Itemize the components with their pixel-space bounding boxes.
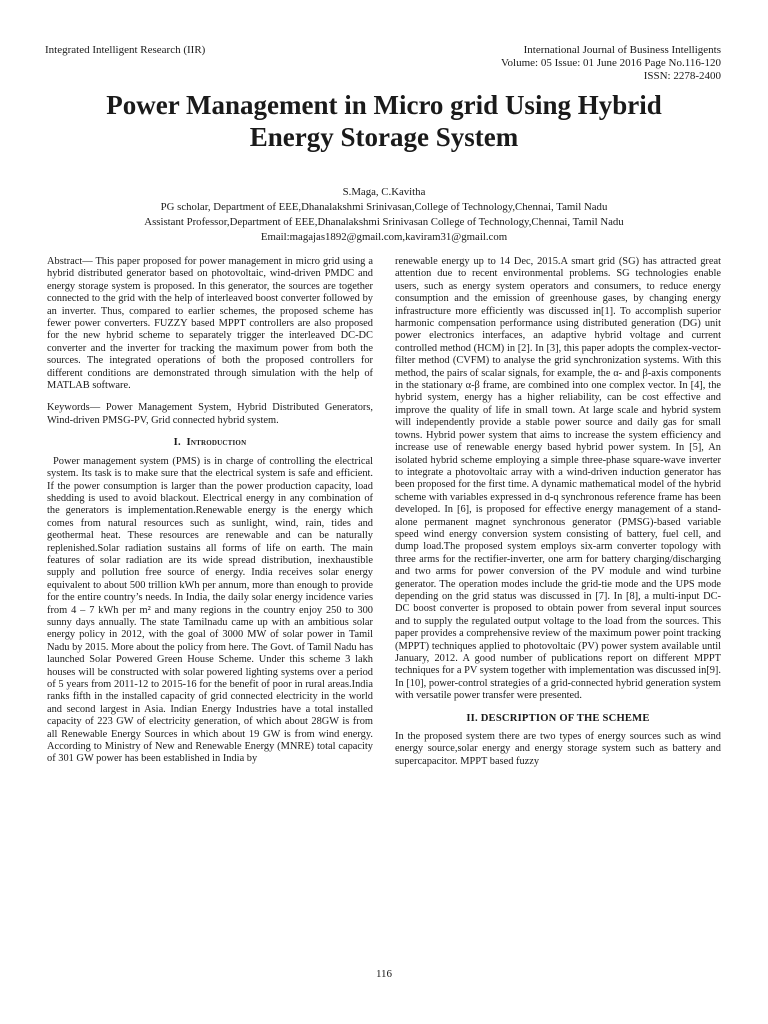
affiliation-1: PG scholar, Department of EEE,Dhanalakshmi Srinivasan,College of Technology,Chennai, Tamil Nadu [160,201,608,213]
journal-name: International Journal of Business Intelligents [523,44,721,56]
journal-volume: Volume: 05 Issue: 01 June 2016 Page No.116-120 [501,57,721,69]
literature-review-text: renewable energy up to 14 Dec, 2015.A smart grid (SG) has attracted great attention due to recent environmental problems. SG technologies enable users, such as energy system operators and consumers, to reduce energy consumption and the emission of greenhouse gases, by changing energy infrastructure more efficiently was discussed in[1]. To accomplish superior harmonic compensation performance using distributed generation (DG) unit power electronics interfaces, an adaptive hybrid voltage and current controlled method (HCM) in [2]. In [3], this paper adopts the complex-vector-filter method (CVFM) to analyse the grid synchronization systems. With this method, the pairs of scalar signals, for example, the α- and β-axis components in the stationary α-β frame, are combined into one complex vector. In [4], the hybrid system, energy has a higher reliability, can be cost effective and improve the quality of life in small town. At large scale and hybrid system will independently provide a stable power source and daily gas for small towns. Hybrid power system that aims to increase the system efficiency and increase use of renewable energy based hybrid power system. In [5], An isolated hybrid scheme employing a simple three-phase square-wave inverter to integrate a photovoltaic array with a wind-driven induction generator has been proposed for the first time. A dynamic mathematical model of the hybrid scheme with variables expressed in d-q synchronous reference frame has been developed. In [6], is proposed for effective energy management of a stand- alone permanent magnet synchronous generator (PMSG)-based variable speed wind energy conversion system consisting of battery, fuel cell, and dump load.The proposed system employs six-arm converter topology with three arms for the rectifier-inverter, one arm for battery charging/discharging and two arms for power conversion of the PV module and wind turbine generator. The operation modes include the grid-tie mode and the UPS mode depending on the grid status was discussed in [7]. In [8], a multi-input DC-DC boost converter is proposed to obtain power from several input sources and to supply the regulated output voltage to the load from the sources. This paper provides a comprehensive review of the maximum power point tracking (MPPT) techniques applied to photovoltaic (PV) power system available until January, 2012. A good number of publications report on different MPPT techniques for a PV system together with implementation was discussed in[9]. In [10], power-control strategies of a grid-connected hybrid generation system with versatile power transfer were presented. [395,256,721,702]
header-left-text: Integrated Intelligent Research (IIR) [45,44,206,56]
right-column [395,256,721,768]
paper-title [40,89,728,153]
abstract: Abstract— This paper proposed for power management in micro grid using a hybrid distributed generator based on photovoltaic, wind-driven PMDC and energy storage system is proposed. In this generator, the sources are together connected to the grid with the help of interleaved boost converter followed by an inverter. Thus, compared to earlier schemes, the proposed scheme has fewer power converters. FUZZY based MPPT controllers are also proposed for the new hybrid scheme to separately trigger the interleaved DC-DC converter and the inverter for tracking the maximum power from both the sources. The integrated operations of both the proposed controllers for different conditions are demonstrated through simulation with the help of MATLAB software. [47,256,373,392]
title-line-2: Energy Storage System [249,122,519,152]
affiliation-2: Assistant Professor,Department of EEE,Dhanalakshmi Srinivasan College of Technology,Chennai, Tamil Nadu [144,216,624,228]
section-1-title: Introduction [186,437,247,449]
author-names: S.Maga, C.Kavitha [342,186,426,198]
author-email: Email:magajas1892@gmail.com,kaviram31@gmail.com [260,231,508,243]
section-1-heading [47,437,373,449]
title-line-1: Power Management in Micro grid Using Hybrid [106,90,662,120]
keywords: Keywords— Power Management System, Hybrid Distributed Generators, Wind-driven PMSG-PV, Grid connected hybrid system. [47,402,373,426]
journal-issn: ISSN: 2278-2400 [643,70,721,82]
section-1-number: I. [173,437,181,449]
section-2-text: In the proposed system there are two types of energy sources such as wind energy source,solar energy and energy storage system such as battery and supercapacitor. MPPT based fuzzy [395,731,721,767]
section-2-heading: II. DESCRIPTION OF THE SCHEME [466,712,650,724]
author-block [40,185,728,245]
journal-info [501,44,721,83]
left-column [47,256,373,766]
introduction-text: Power management system (PMS) is in charge of controlling the electrical system. Its task is to make sure that the electrical system is safe and efficient. If the power consumption is larger than the power production capacity, load shedding is used to avoid blackout. Electrical energy in any combination of the generators is implementation.Renewable energy is the energy which comes from natural resources such as sunlight, wind, rain, tides and geothermal heat. These resources are renewable and can be naturally replenished.Solar radiation sustains all forms of life on earth. The main features of solar radiation are its wide spread distribution, inexhaustible supply and pollution free source of energy. India receives solar energy equivalent to about 500 trillion kWh per annum, more than enough to provide for the entire country’s needs. In India, the daily solar energy incidence varies from 4 – 7 kWh per m² and many regions in the country enjoy 250 to 300 sunny days annually. The state Tamilnadu came up with an ambitious solar energy policy in 2012, with the goal of 3000 MW of solar power in Tamil Nadu by 2015. More about the policy from here. The Govt. of Tamil Nadu has launched Solar Powered Green House Scheme. Under this scheme 3 lakh houses will be constructed with solar powered lighting systems over a period of 5 years from 2011-12 to 2015-16 for the benefit of poor in rural areas.India ranks fifth in the installed capacity of grid connected electricity in the world and second largest in Asia. Indian Energy Industries have a total installed capacity of 223 GW of electricity generation, of which about 28GW is from all Renewable Energy Sources in which about 19 GW is from wind energy. According to Ministry of New and Renewable Energy (MNRE) total capacity of 301 GW power has been established in India by [47,455,373,765]
page-number: 116 [375,968,393,980]
journal-publisher [45,44,205,57]
